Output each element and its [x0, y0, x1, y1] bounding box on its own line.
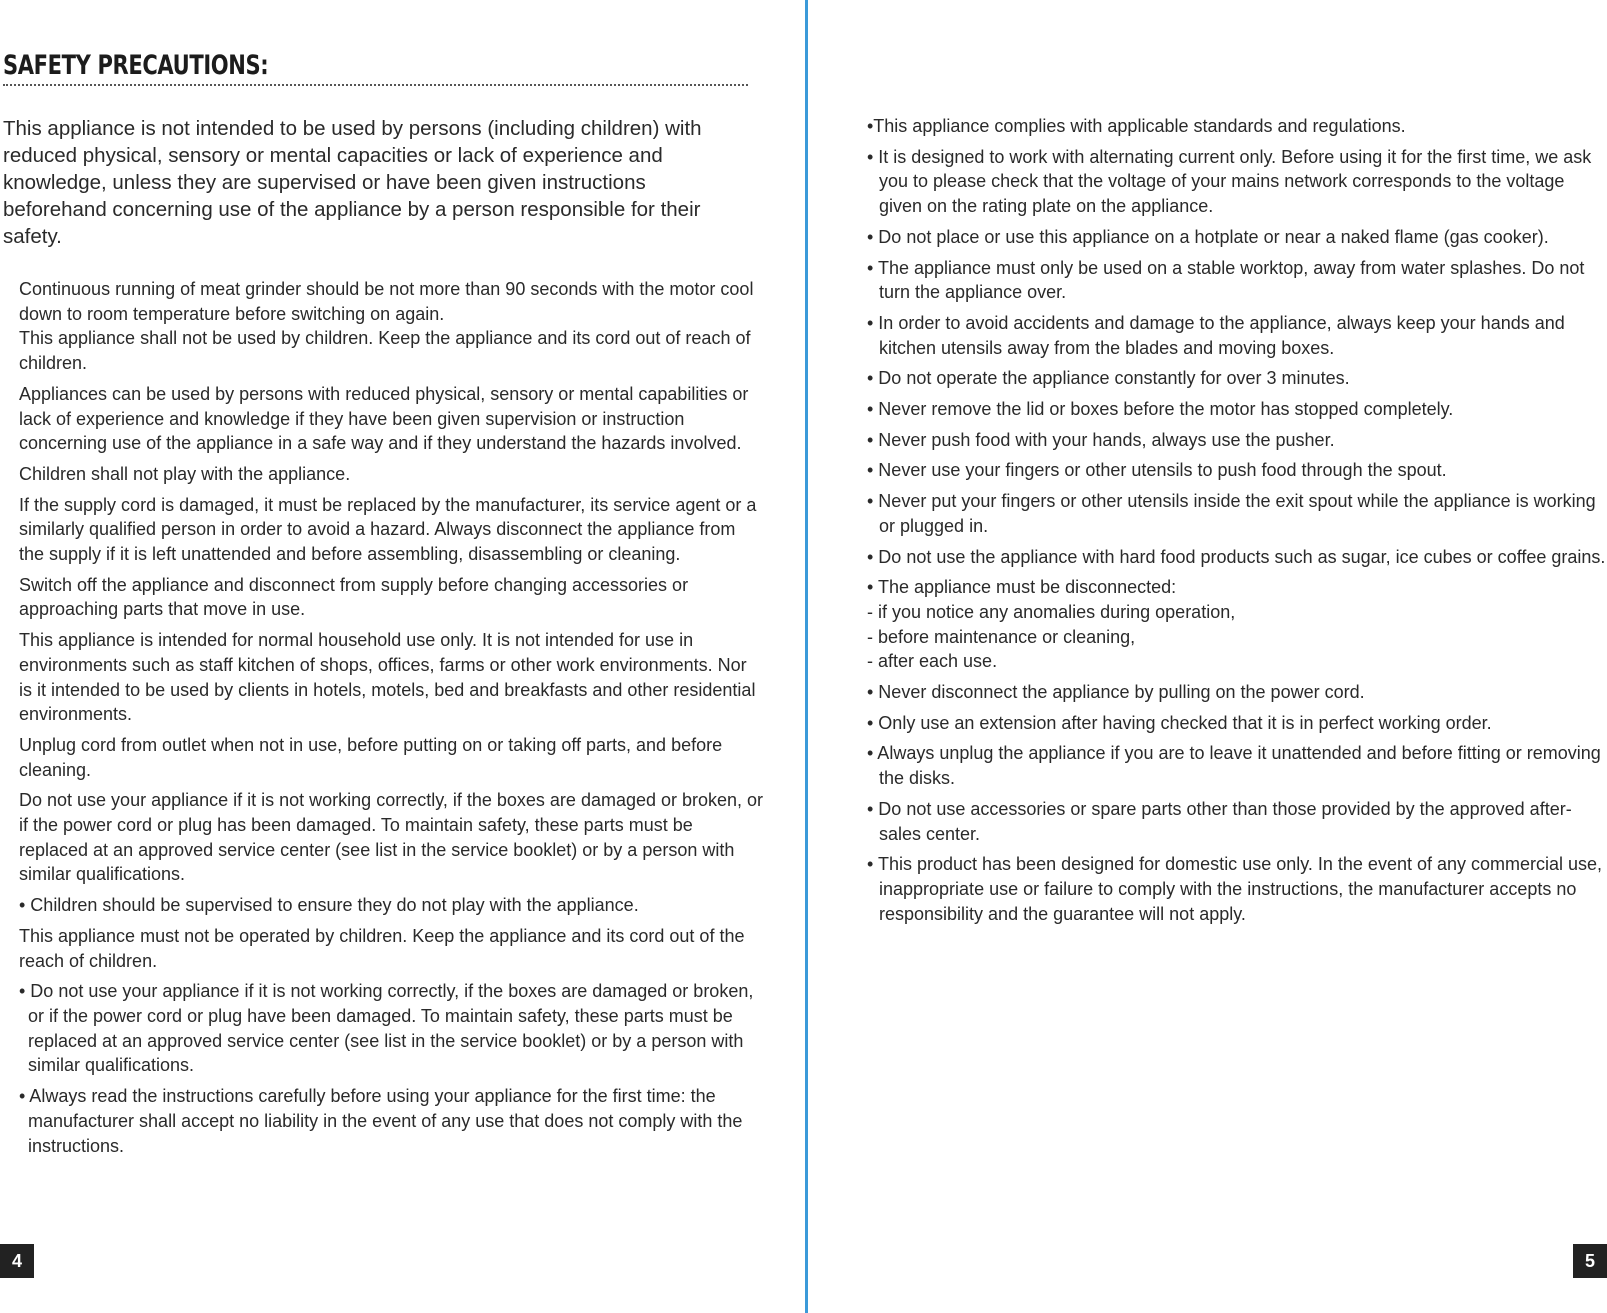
precaution-bullet: • The appliance must be disconnected: — [867, 577, 1177, 598]
precaution-paragraph: This appliance is intended for normal household use only. It is not intended for use in environments such as staff kitchen of shops, offices, farms or other work environments. Nor is it intended to be used by clients in hotels, motels, bed and breakfasts and other residential environments. — [19, 630, 756, 725]
page-number: 5 — [1573, 1244, 1607, 1278]
precaution-paragraph: • Children should be supervised to ensure they do not play with the appliance. — [19, 895, 639, 916]
precaution-bullet: • This product has been designed for domestic use only. In the event of any commercial use, inappropriate use or failure to comply with the instructions, the manufacturer accepts no responsibility and the guarantee will not apply. — [867, 854, 1603, 924]
precaution-paragraph: This appliance shall not be used by children. Keep the appliance and its cord out of reach of children. — [19, 328, 751, 374]
precaution-bullet: • Never use your fingers or other utensils to push food through the spout. — [867, 460, 1447, 481]
precaution-bullet: • Never remove the lid or boxes before the motor has stopped completely. — [867, 399, 1454, 420]
precaution-paragraph: Do not use your appliance if it is not working correctly, if the boxes are damaged or broken, or if the power cord or plug has been damaged. To maintain safety, these parts must be replaced at an approved service center (see list in the service booklet) or by a person with similar qualifications. — [19, 790, 764, 885]
left-precautions-list — [19, 277, 764, 1164]
precaution-bullet: • Never disconnect the appliance by pulling on the power cord. — [867, 682, 1365, 703]
precaution-bullet: • It is designed to work with alternating current only. Before using it for the first time, we ask you to please check that the voltage of your mains network corresponds to the voltage given on the rating plate on the appliance. — [867, 146, 1592, 217]
precaution-paragraph: Appliances can be used by persons with reduced physical, sensory or mental capabilities or lack of experience and knowledge if they have been given supervision or instruction concerning use of the appliance in a safe way and if they understand the hazards involved. — [19, 383, 749, 454]
precaution-paragraph: Switch off the appliance and disconnect from supply before changing accessories or approaching parts that move in use. — [19, 574, 689, 620]
precaution-bullet: • Do not place or use this appliance on a hotplate or near a naked flame (gas cooker). — [867, 226, 1549, 247]
title-dotted-rule — [3, 84, 748, 86]
precaution-bullet: • The appliance must only be used on a stable worktop, away from water splashes. Do not turn the appliance over. — [867, 257, 1585, 303]
precaution-bullet: •This appliance complies with applicable standards and regulations. — [867, 116, 1406, 136]
disconnect-condition: - after each use. — [867, 651, 998, 672]
intro-paragraph: This appliance is not intended to be used by persons (including children) with reduced physical, sensory or mental capacities or lack of experience and knowledge, unless they are supervised or have been given instructions beforehand concerning use of the appliance by a person responsible for their safety. — [3, 117, 702, 248]
precaution-bullet: • Do not use accessories or spare parts other than those provided by the approved after-sales center. — [867, 798, 1572, 844]
disconnect-condition: - if you notice any anomalies during operation, — [867, 601, 1236, 622]
precaution-bullet: • Always read the instructions carefully before using your appliance for the first time: the manufacturer shall accept no liability in the event of any use that does not comply with the instructions. — [19, 1086, 743, 1156]
precaution-bullet: • Do not use your appliance if it is not working correctly, if the boxes are damaged or broken, or if the power cord or plug have been damaged. To maintain safety, these parts must be replaced at an approved service center (see list in the service booklet) or by a person with similar qualifications. — [19, 981, 754, 1076]
page-title: SAFETY PRECAUTIONS: — [3, 50, 269, 81]
precaution-paragraph: Continuous running of meat grinder should be not more than 90 seconds with the motor cool down to room temperature before switching on again. — [19, 279, 754, 324]
right-precautions-list — [867, 114, 1607, 932]
precaution-bullet: • Do not operate the appliance constantly for over 3 minutes. — [867, 368, 1350, 389]
precaution-paragraph: Children shall not play with the appliance. — [19, 463, 351, 484]
precaution-bullet: • In order to avoid accidents and damage to the appliance, always keep your hands and kitchen utensils away from the blades and moving boxes. — [867, 312, 1565, 358]
precaution-bullet: • Never put your fingers or other utensils inside the exit spout while the appliance is working or plugged in. — [867, 491, 1596, 536]
disconnect-condition: - before maintenance or cleaning, — [867, 626, 1136, 647]
precaution-bullet: • Only use an extension after having checked that it is in perfect working order. — [867, 712, 1492, 733]
precaution-paragraph: Unplug cord from outlet when not in use, before putting on or taking off parts, and before cleaning. — [19, 734, 723, 780]
precaution-paragraph: This appliance must not be operated by children. Keep the appliance and its cord out of the reach of children. — [19, 925, 745, 971]
right-page — [808, 0, 1607, 1313]
precaution-bullet: • Do not use the appliance with hard food products such as sugar, ice cubes or coffee grains. — [867, 546, 1606, 567]
precaution-paragraph: If the supply cord is damaged, it must be replaced by the manufacturer, its service agent or a similarly qualified person in order to avoid a hazard. Always disconnect the appliance from the supply if it is left unattended and before assembling, disassembling or cleaning. — [19, 494, 757, 565]
page-number: 4 — [0, 1244, 34, 1278]
precaution-bullet: • Never push food with your hands, always use the pusher. — [867, 429, 1335, 450]
precaution-bullet: • Always unplug the appliance if you are to leave it unattended and before fitting or removing the disks. — [867, 743, 1601, 789]
